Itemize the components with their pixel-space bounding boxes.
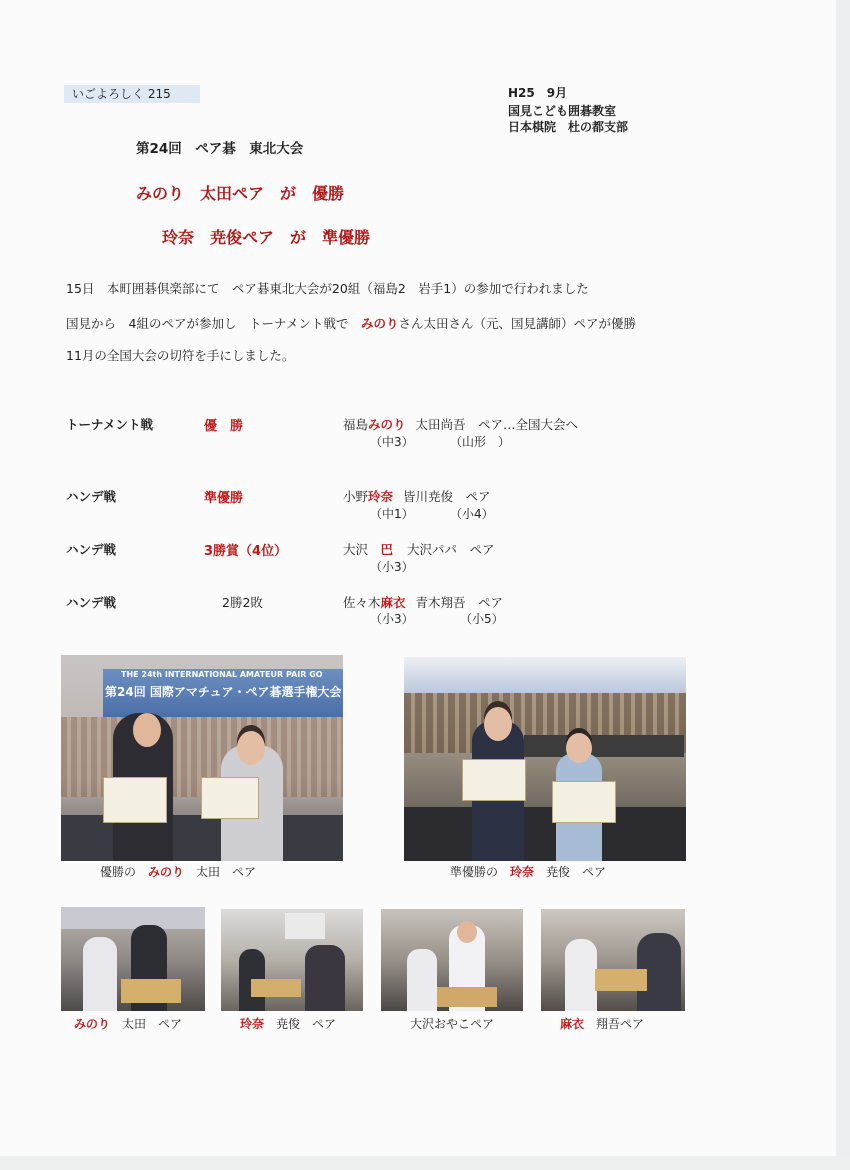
photo-game-reina: [221, 909, 363, 1011]
player1-grade: （小3）: [370, 560, 414, 574]
caption-highlight: 玲奈: [240, 1017, 265, 1031]
go-board: [251, 979, 301, 997]
caption-post: 翔吾ペア: [584, 1017, 645, 1031]
body-line-2: [66, 314, 636, 332]
go-board: [437, 987, 497, 1007]
headline-runner-up: 玲奈 尭俊ペア が 準優勝: [162, 228, 371, 247]
person-face: [133, 713, 161, 747]
person-figure: [565, 939, 597, 1011]
newsletter-label: いごよろしく 215: [64, 85, 200, 103]
player1-surname: 大沢: [343, 542, 381, 557]
person-face: [484, 707, 512, 741]
player1-surname: 小野: [343, 489, 369, 504]
person-face: [566, 733, 592, 763]
result-place: 3勝賞（4位）: [204, 544, 288, 559]
certificate: [201, 777, 259, 819]
result-pair: [343, 593, 503, 611]
banner-japanese-text: 第24回 国際アマチュア・ペア碁選手権大会: [105, 685, 342, 699]
go-board: [595, 969, 647, 991]
person-figure: [305, 945, 345, 1011]
body-line-1: 15日 本町囲碁倶楽部にて ペア碁東北大会が20組（福島2 岩手1）の参加で行われました: [66, 281, 589, 296]
result-pair: [343, 540, 495, 558]
org-line-1: 国見こども囲碁教室: [508, 104, 617, 118]
result-category: ハンデ戦: [66, 489, 117, 504]
player1-grade: （中1）: [370, 507, 414, 521]
player1-grade: （小3）: [370, 612, 414, 626]
body-line-2-highlight: みのり: [360, 316, 399, 331]
certificate: [462, 759, 526, 801]
person-face: [457, 921, 477, 943]
player2-grade: （小5）: [460, 612, 504, 626]
caption-small-photo-2: [240, 1015, 336, 1032]
event-title: 第24回 ペア碁 東北大会: [136, 141, 304, 157]
banner-english-text: THE 24th INTERNATIONAL AMATEUR PAIR GO: [121, 670, 323, 679]
go-board: [121, 979, 181, 1003]
person-face: [237, 731, 265, 765]
person-figure: [83, 937, 117, 1011]
photo-winner-pair: [61, 655, 343, 861]
caption-highlight: みのり: [74, 1017, 111, 1031]
caption-post: 太田 ペア: [110, 1017, 183, 1031]
photo-game-osawa: [381, 909, 523, 1011]
headline-winner: みのり 太田ペア が 優勝: [136, 184, 345, 203]
date-label: H25 9月: [508, 86, 568, 100]
caption-runner-up-photo: [450, 863, 606, 880]
body-line-2-post: さん太田さん（元、国見講師）ペアが優勝: [398, 316, 636, 331]
caption-highlight: みのり: [148, 865, 185, 879]
player1-surname: 佐々木: [343, 595, 381, 610]
result-category: ハンデ戦: [66, 595, 117, 610]
caption-highlight: 玲奈: [510, 865, 535, 879]
player2-name: 青木翔吾 ペア: [415, 595, 504, 610]
page-bottom-edge: [0, 1156, 850, 1170]
body-line-2-pre: 国見から 4組のペアが参加し トーナメント戦で: [66, 316, 361, 331]
result-pair: [343, 415, 578, 433]
caption-small-photo-4: [560, 1015, 644, 1032]
player1-name: みのり: [368, 417, 406, 432]
player2-grade: （小4）: [450, 507, 494, 521]
caption-post: 尭俊 ペア: [534, 865, 607, 879]
result-pair: [343, 487, 491, 505]
player1-name: 麻衣: [380, 595, 406, 610]
photo-game-minori: [61, 907, 205, 1011]
player1-grade: （中3）: [370, 435, 414, 449]
player1-name: 玲奈: [368, 489, 394, 504]
result-place: 2勝2敗: [222, 595, 263, 610]
page-right-edge: [836, 0, 850, 1170]
org-line-2: 日本棋院 杜の都支部: [508, 120, 629, 134]
result-category: トーナメント戦: [66, 417, 154, 432]
caption-winner-photo: [100, 863, 256, 880]
certificate: [103, 777, 167, 823]
caption-post: 太田 ペア: [184, 865, 257, 879]
result-category: ハンデ戦: [66, 542, 117, 557]
caption-highlight: 麻衣: [560, 1017, 585, 1031]
player1-name: 巴: [380, 542, 394, 557]
player2-grade: （山形 ）: [450, 435, 511, 449]
result-place: 優 勝: [204, 419, 244, 434]
person-figure: [407, 949, 437, 1011]
caption-small-photo-1: [74, 1015, 182, 1032]
player2-name: 大沢パパ ペア: [407, 542, 495, 557]
caption-pre: 優勝の: [100, 865, 149, 879]
caption-pre: 準優勝の: [450, 865, 511, 879]
caption-small-photo-3: [410, 1015, 494, 1032]
body-line-3: 11月の全国大会の切符を手にしました。: [66, 348, 295, 363]
certificate: [552, 781, 616, 823]
photo-game-mai: [541, 909, 685, 1011]
player2-name: 太田尚吾 ペア…全国大会へ: [415, 417, 579, 432]
caption-pre: 大沢おやこペア: [410, 1017, 495, 1031]
photo-runner-up-pair: [404, 657, 686, 861]
player2-name: 皆川尭俊 ペア: [403, 489, 491, 504]
result-place: 準優勝: [204, 491, 244, 506]
caption-post: 尭俊 ペア: [264, 1017, 337, 1031]
player1-surname: 福島: [343, 417, 369, 432]
